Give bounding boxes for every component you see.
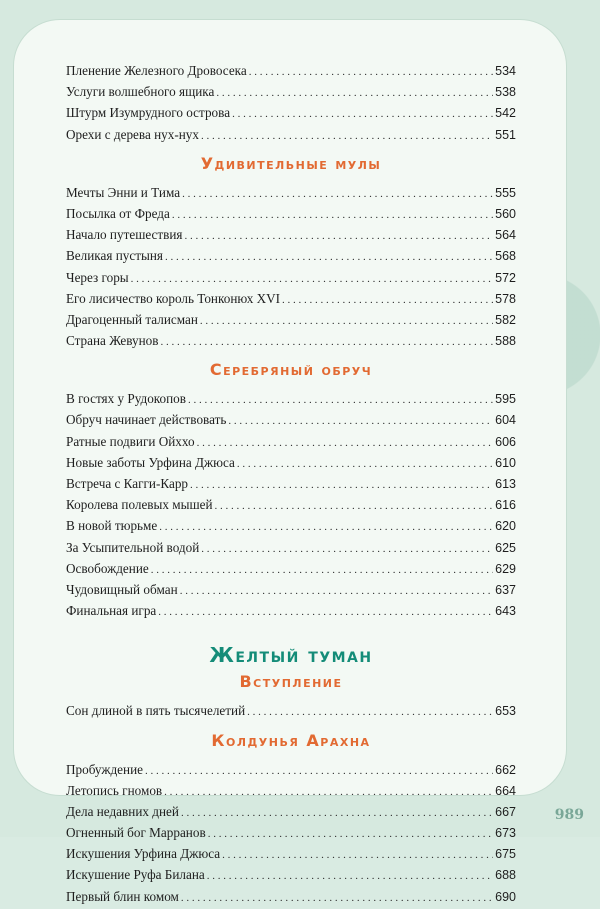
dot-leader xyxy=(182,184,493,205)
dot-leader xyxy=(164,782,493,803)
dot-leader xyxy=(181,803,493,824)
page-number: 989 xyxy=(554,807,584,823)
toc-entry-page: 675 xyxy=(495,847,516,862)
toc-entry-page: 673 xyxy=(495,826,516,841)
toc-entry-title: Королева полевых мышей xyxy=(66,497,213,513)
dot-leader xyxy=(160,332,493,353)
toc-entry-page: 568 xyxy=(495,249,516,264)
toc-entry-page: 578 xyxy=(495,291,516,306)
toc-entry[interactable] xyxy=(66,224,516,245)
toc-entry-title: Страна Жевунов xyxy=(66,333,159,349)
toc-entry-title: Искушение Руфа Билана xyxy=(66,867,205,883)
toc-entry-page: 662 xyxy=(495,762,516,777)
section-heading: Вступление xyxy=(239,672,343,692)
toc-entry[interactable] xyxy=(66,203,516,224)
toc-entry[interactable] xyxy=(66,759,516,780)
dot-leader xyxy=(188,390,493,411)
toc-entry-title: Мечты Энни и Тима xyxy=(66,184,181,200)
section-heading: Серебряный обруч xyxy=(209,360,373,380)
toc-entry[interactable] xyxy=(66,558,516,579)
dot-leader xyxy=(159,517,493,538)
toc-entry-title: За Усыпительной водой xyxy=(66,539,200,555)
toc-entry-page: 667 xyxy=(495,804,516,819)
toc-entry-title: Штурм Изумрудного острова xyxy=(66,105,231,121)
dot-leader xyxy=(131,269,493,290)
toc-entry-title: Услуги волшебного ящика xyxy=(66,84,215,100)
toc-entry[interactable] xyxy=(66,515,516,536)
toc-entry[interactable] xyxy=(66,102,516,123)
toc-entry[interactable] xyxy=(66,801,516,822)
toc-entry-page: 595 xyxy=(495,392,516,407)
dot-leader xyxy=(185,226,494,247)
toc-entry-page: 555 xyxy=(495,185,516,200)
toc-entry-page: 664 xyxy=(495,783,516,798)
toc-entry-page: 606 xyxy=(495,434,516,449)
dot-leader xyxy=(201,539,493,560)
dot-leader xyxy=(158,602,493,623)
toc-entry[interactable] xyxy=(66,81,516,102)
toc-entry[interactable] xyxy=(66,452,516,473)
toc-entry[interactable] xyxy=(66,494,516,515)
toc-entry-page: 588 xyxy=(495,334,516,349)
table-of-contents xyxy=(66,60,516,907)
toc-entry-page: 643 xyxy=(495,604,516,619)
toc-entry-page: 604 xyxy=(495,413,516,428)
dot-leader xyxy=(200,311,493,332)
toc-entry-title: Орехи с дерева нух-нух xyxy=(66,126,199,142)
toc-entry-page: 542 xyxy=(495,106,516,121)
toc-entry-title: Ратные подвиги Ойххо xyxy=(66,433,195,449)
toc-entry-title: Новые заботы Урфина Джюса xyxy=(66,454,235,470)
section-heading: Удивительные мулы xyxy=(200,153,382,173)
dot-leader xyxy=(216,83,493,104)
part-title: Желтый туман xyxy=(209,643,373,668)
toc-entry-page: 613 xyxy=(495,477,516,491)
toc-entry-title: Первый блин комом xyxy=(66,888,179,904)
toc-entry-page: 637 xyxy=(495,582,516,597)
toc-entry[interactable] xyxy=(66,60,516,81)
toc-entry-title: Сон длиной в пять тысячелетий xyxy=(66,703,246,719)
toc-entry-page: 653 xyxy=(495,704,516,719)
toc-entry[interactable] xyxy=(66,182,516,203)
toc-entry[interactable] xyxy=(66,288,516,309)
toc-entry-page: 688 xyxy=(495,868,516,883)
toc-entry-title: Обруч начинает действовать xyxy=(66,412,227,428)
dot-leader xyxy=(190,475,493,496)
toc-entry[interactable] xyxy=(66,700,516,721)
toc-entry-page: 538 xyxy=(495,85,516,100)
toc-entry-page: 620 xyxy=(495,519,516,534)
toc-entry-page: 690 xyxy=(495,889,516,904)
section-heading: Колдунья Арахна xyxy=(211,730,371,750)
toc-entry-title: Встреча с Кагги-Карр xyxy=(66,476,189,491)
dot-leader xyxy=(151,560,493,581)
toc-entry-title: В новой тюрьме xyxy=(66,518,158,534)
toc-entry-page: 560 xyxy=(495,206,516,221)
toc-entry-page: 610 xyxy=(495,455,516,470)
dot-leader xyxy=(165,247,493,268)
toc-entry-page: 572 xyxy=(495,270,516,285)
toc-entry-page: 582 xyxy=(495,312,516,327)
toc-entry[interactable] xyxy=(66,537,516,558)
toc-entry-title: Освобождение xyxy=(66,560,149,576)
toc-entry-title: Огненный бог Марранов xyxy=(66,825,206,841)
toc-entry[interactable] xyxy=(66,388,516,409)
toc-entry[interactable] xyxy=(66,431,516,452)
dot-leader xyxy=(208,824,493,845)
toc-entry-title: Пробуждение xyxy=(66,761,143,777)
toc-entry-title: Начало путешествия xyxy=(66,227,183,243)
toc-entry[interactable] xyxy=(66,780,516,801)
dot-leader xyxy=(201,126,493,147)
toc-entry-title: Финальная игра xyxy=(66,603,157,619)
dot-leader xyxy=(215,496,494,517)
toc-entry[interactable] xyxy=(66,330,516,351)
toc-entry[interactable] xyxy=(66,473,516,494)
toc-entry-title: Через горы xyxy=(66,269,129,285)
toc-entry-title: В гостях у Рудокопов xyxy=(66,391,186,407)
toc-entry[interactable] xyxy=(66,245,516,266)
dot-leader xyxy=(247,702,493,723)
dot-leader xyxy=(228,411,493,432)
toc-entry[interactable] xyxy=(66,886,516,907)
toc-entry[interactable] xyxy=(66,267,516,288)
dot-leader xyxy=(282,290,493,311)
toc-entry-page: 625 xyxy=(495,540,516,555)
toc-entry[interactable] xyxy=(66,822,516,843)
dot-leader xyxy=(222,845,493,866)
dot-leader xyxy=(197,433,494,454)
toc-entry-title: Чудовищный обман xyxy=(66,581,178,597)
toc-entry-page: 564 xyxy=(495,228,516,243)
toc-entry[interactable] xyxy=(66,309,516,330)
dot-leader xyxy=(232,104,493,125)
toc-entry-title: Посылка от Фреда xyxy=(66,205,170,221)
dot-leader xyxy=(172,205,493,226)
toc-entry-title: Летопись гномов xyxy=(66,782,163,798)
toc-entry[interactable] xyxy=(66,409,516,430)
toc-entry[interactable] xyxy=(66,124,516,145)
toc-entry[interactable] xyxy=(66,579,516,600)
toc-entry-page: 629 xyxy=(495,561,516,576)
dot-leader xyxy=(207,866,493,887)
toc-entry[interactable] xyxy=(66,843,516,864)
toc-entry-title: Драгоценный талисман xyxy=(66,311,198,327)
dot-leader xyxy=(180,581,493,602)
toc-entry-title: Его лисичество король Тонконюх XVI xyxy=(66,290,281,306)
dot-leader xyxy=(249,62,493,83)
toc-entry-page: 616 xyxy=(495,498,516,513)
toc-entry-page: 551 xyxy=(495,127,516,142)
toc-entry-title: Пленение Железного Дровосека xyxy=(66,63,247,78)
toc-entry[interactable] xyxy=(66,864,516,885)
dot-leader xyxy=(145,761,493,782)
toc-entry-title: Великая пустыня xyxy=(66,248,163,264)
toc-entry[interactable] xyxy=(66,600,516,621)
dot-leader xyxy=(181,888,493,909)
toc-entry-title: Дела недавних дней xyxy=(66,803,179,819)
toc-entry-title: Искушения Урфина Джюса xyxy=(66,846,221,862)
dot-leader xyxy=(237,454,493,475)
toc-entry-page: 534 xyxy=(495,64,516,78)
